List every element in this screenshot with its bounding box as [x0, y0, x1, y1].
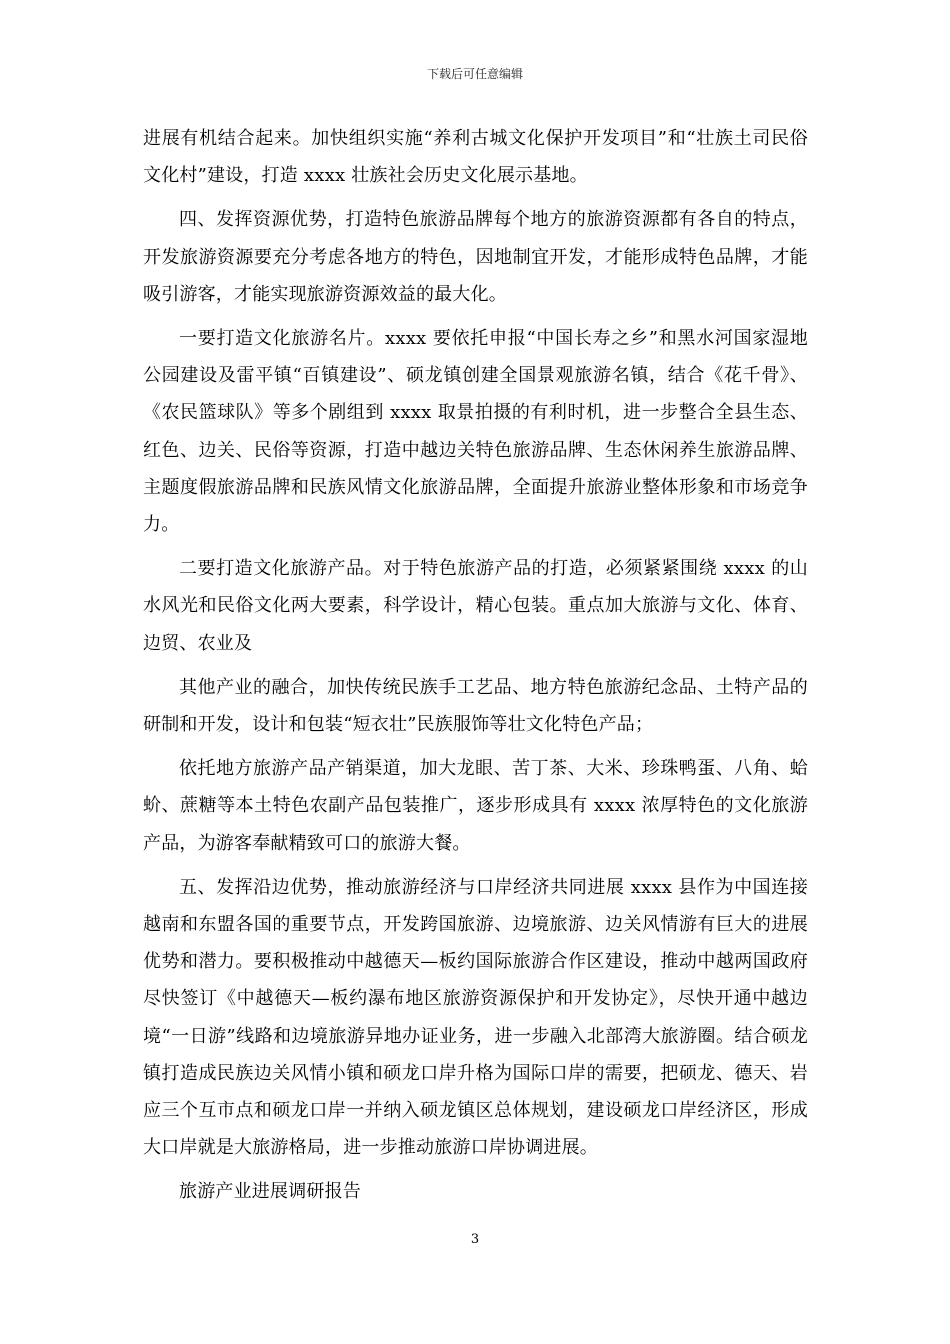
paragraph-section-four: 四、发挥资源优势，打造特色旅游品牌每个地方的旅游资源都有各自的特点，开发旅游资源要充分考虑各地方的特色，因地制宜开发，才能形成特色品牌，才能吸引游客，才能实现旅游资源效益的最大化。 — [143, 209, 808, 305]
paragraph-cultural-tourism-card: 一要打造文化旅游名片。xxxx 要依托申报“中国长寿之乡”和黑水河国家湿地公园建设及雷平镇“百镇建设”、硕龙镇创建全国景观旅游名镇，结合《花千骨》、《农民篮球队》等多个剧组到 xxxx 取景拍摄的有利时机，进一步整合全县生态、红色、边关、民俗等资源，打造中越边关特色旅游品牌、生态休闲养生旅游品牌、主题度假旅游品牌和民族风情文化旅游品牌，全面提升旅游业整体形象和市场竞争力。 — [143, 328, 808, 536]
paragraph-local-products: 依托地方旅游产品产销渠道，加大龙眼、苦丁茶、大米、珍珠鸭蛋、八角、蛤蚧、蔗糖等本土特色农副产品包装推广，逐步形成具有 xxxx 浓厚特色的文化旅游产品，为游客奉献精致可口的旅游大餐。 — [143, 758, 808, 854]
page-header: 下载后可任意编辑 — [426, 67, 523, 81]
document-body — [143, 120, 808, 1218]
paragraph-section-five: 五、发挥沿边优势，推动旅游经济与口岸经济共同进展 xxxx 县作为中国连接越南和东盟各国的重要节点，开发跨国旅游、边境旅游、边关风情游有巨大的进展优势和潜力。要积极推动中越德天—板约国际旅游合作区建设，推动中越两国政府尽快签订《中越德天—板约瀑布地区旅游资源保护和开发协定》，尽快开通中越边境“一日游”线路和边境旅游异地办证业务，进一步融入北部湾大旅游圈。结合硕龙镇打造成民族边关风情小镇和硕龙口岸升格为国际口岸的需要，把硕龙、德天、岩应三个互市点和硕龙口岸一并纳入硕龙镇区总体规划，建设硕龙口岸经济区，形成大口岸就是大旅游格局，进一步推动旅游口岸协调进展。 — [143, 876, 808, 1159]
paragraph-continuation: 进展有机结合起来。加快组织实施“养利古城文化保护开发项目”和“壮族土司民俗文化村”建设，打造 xxxx 壮族社会历史文化展示基地。 — [143, 128, 808, 187]
paragraph-report-title: 旅游产业进展调研报告 — [179, 1181, 361, 1203]
paragraph-cultural-tourism-products: 二要打造文化旅游产品。对于特色旅游产品的打造，必须紧紧围绕 xxxx 的山水风光和民俗文化两大要素，科学设计，精心包装。重点加大旅游与文化、体育、边贸、农业及 — [143, 558, 808, 654]
paragraph-industry-integration: 其他产业的融合，加快传统民族手工艺品、地方特色旅游纪念品、土特产品的研制和开发，设计和包装“短衣壮”民族服饰等壮文化特色产品； — [143, 676, 808, 736]
page-number: 3 — [470, 1232, 480, 1247]
